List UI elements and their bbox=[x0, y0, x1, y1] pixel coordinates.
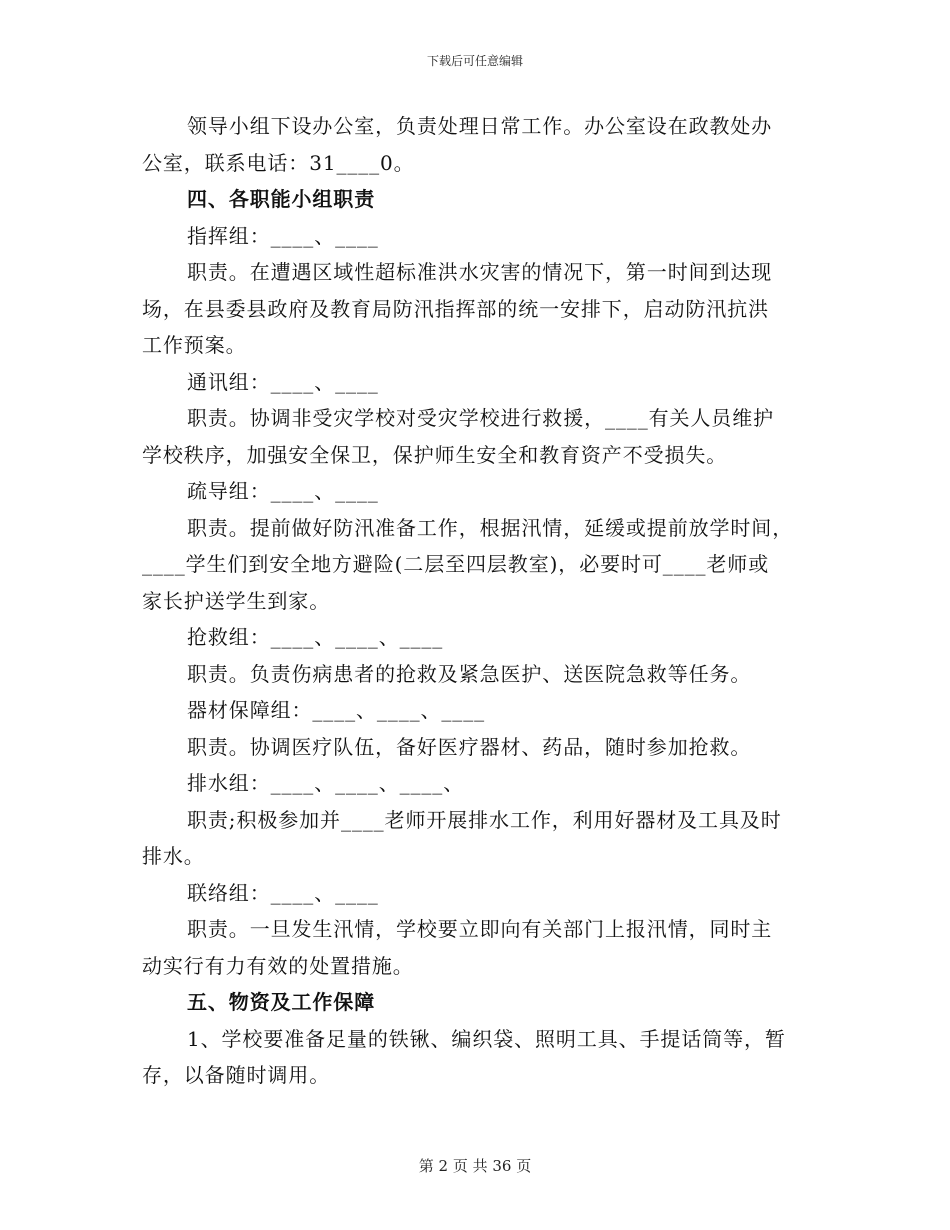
text-line: 存，以备随时调用。 bbox=[142, 1063, 331, 1087]
text-line: ____学生们到安全地方避险(二层至四层教室)，必要时可____老师或 bbox=[142, 552, 770, 576]
text-line: 职责。协调非受灾学校对受灾学校进行救援，____有关人员维护 bbox=[187, 406, 774, 430]
text-line: 动实行有力有效的处置措施。 bbox=[142, 953, 414, 978]
text-line: 疏导组：____、____ bbox=[187, 479, 379, 503]
text-line: 公室，联系电话：31____0。 bbox=[142, 150, 415, 175]
text-line: 抢救组：____、____、____ bbox=[187, 625, 444, 649]
text-line: 职责。一旦发生汛情，学校要立即向有关部门上报汛情，同时主 bbox=[187, 917, 773, 941]
text-line: 排水组：____、____、____、 bbox=[187, 771, 465, 795]
text-line: 家长护送学生到家。 bbox=[142, 588, 331, 613]
text-line: 职责。提前做好防汛准备工作，根据汛情，延缓或提前放学时间， bbox=[187, 515, 794, 540]
text-line: 职责。在遭遇区域性超标准洪水灾害的情况下，第一时间到达现 bbox=[187, 260, 773, 284]
document-body bbox=[142, 108, 804, 1094]
text-line: 领导小组下设办公室，负责处理日常工作。办公室设在政教处办 bbox=[187, 114, 773, 138]
text-line: 学校秩序，加强安全保卫，保护师生安全和教育资产不受损失。 bbox=[142, 442, 728, 467]
text-line: 指挥组：____、____ bbox=[187, 223, 379, 248]
text-line: 1、学校要准备足量的铁锹、编织袋、照明工具、手提话筒等，暂 bbox=[187, 1026, 786, 1051]
text-line: 联络组：____、____ bbox=[187, 880, 379, 905]
text-line: 工作预案。 bbox=[142, 333, 247, 357]
page-footer: 第 2 页 共 36 页 bbox=[418, 1157, 532, 1175]
text-line: 职责。协调医疗队伍，备好医疗器材、药品，随时参加抢救。 bbox=[187, 734, 752, 759]
text-line: 通讯组：____、____ bbox=[187, 369, 379, 394]
text-line: 器材保障组：____、____、____ bbox=[187, 698, 485, 722]
text-line: 场，在县委县政府及教育局防汛指挥部的统一安排下，启动防汛抗洪 bbox=[142, 296, 769, 321]
text-line: 职责;积极参加并____老师开展排水工作，利用好器材及工具及时 bbox=[187, 807, 782, 832]
page-header: 下载后可任意编辑 bbox=[426, 54, 523, 68]
section-heading: 五、物资及工作保障 bbox=[187, 990, 376, 1014]
text-line: 排水。 bbox=[142, 844, 205, 868]
section-heading: 四、各职能小组职责 bbox=[187, 187, 376, 211]
text-line: 职责。负责伤病患者的抢救及紧急医护、送医院急救等任务。 bbox=[187, 661, 752, 686]
